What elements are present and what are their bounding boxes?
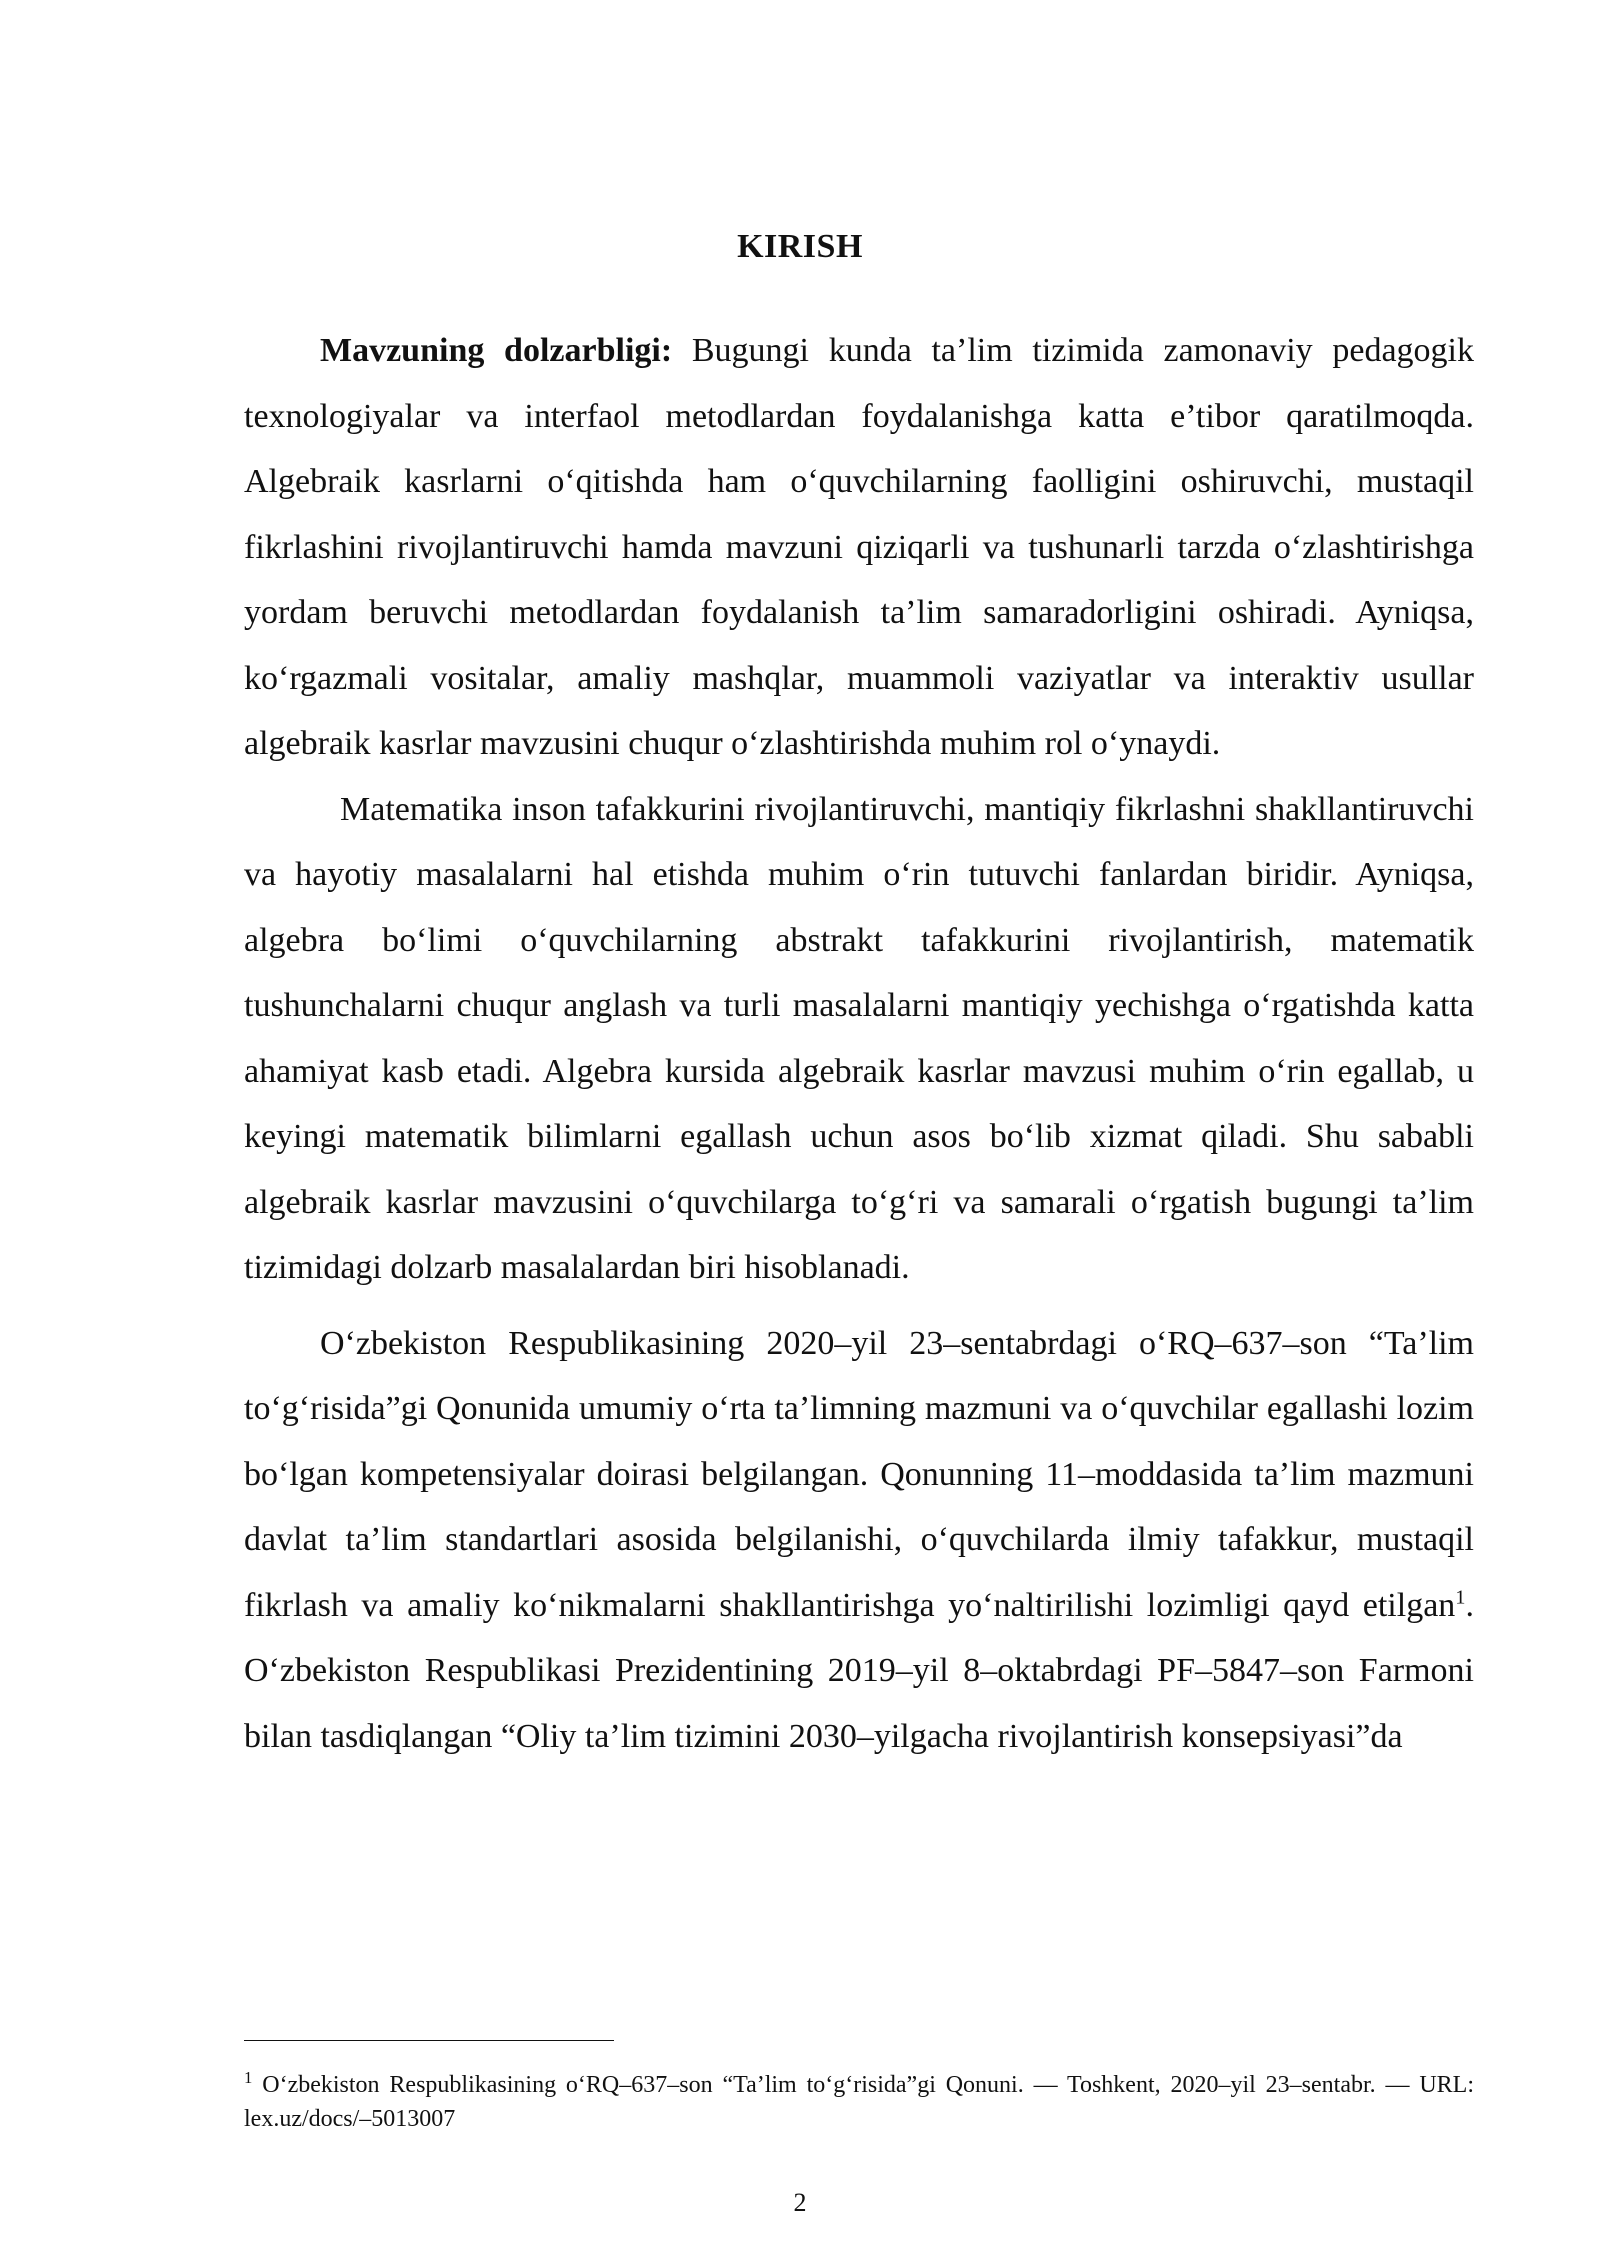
paragraph-text: . O‘zbekiston Respublikasi Prezidentining 2019–yil 8–oktabrdagi PF–5847–son Farmoni bilan tasdiqlangan “Oliy ta’lim tizimini 2030–yilgacha rivojlantirish konsepsiyasi”da — [244, 1586, 1474, 1755]
page-number: 2 — [793, 2188, 807, 2217]
footnote-separator — [244, 2040, 614, 2041]
paragraph-text: Bugungi kunda ta’lim tizimida zamonaviy pedagogik texnologiyalar va interfaol metodlardan foydalanishga katta e’tibor qaratilmoqda. Algebraik kasrlarni o‘qitishda ham o‘quvchilarning faolligini oshiruvchi, mustaqil fikrlashini rivojlantiruvchi hamda mavzuni qiziqarli va tushunarli tarzda o‘zlashtirishga yordam beruvchi metodlardan foydalanish ta’lim samaradorligini oshiradi. Ayniqsa, ko‘rgazmali vositalar, amaliy mashqlar, muammoli vaziyatlar va interaktiv usullar algebraik kasrlar mavzusini chuqur o‘zlashtirishda muhim rol o‘ynaydi. — [244, 332, 1474, 762]
paragraph-lead: Mavzuning dolzarbligi: — [320, 332, 673, 369]
footnote-number: 1 — [244, 2068, 253, 2087]
section-heading: KIRISH — [737, 228, 863, 265]
footnote-text: O‘zbekiston Respublikasining o‘RQ–637–son “Ta’lim to‘g‘risida”gi Qonuni. — Toshkent, 2020–yil 23–sentabr. — URL: lex.uz/docs/–5013007 — [244, 2072, 1475, 2132]
footnote — [244, 2068, 1474, 2136]
paragraph-relevance — [244, 318, 1474, 777]
paragraph-text: O‘zbekiston Respublikasining 2020–yil 23–sentabrdagi o‘RQ–637–son “Ta’lim to‘g‘risida”gi Qonunida umumiy o‘rta ta’limning mazmuni va o‘quvchilar egallashi lozim bo‘lgan kompetensiyalar doirasi belgilangan. Qonunning 11–moddasida ta’lim mazmuni davlat ta’lim standartlari asosida belgilanishi, o‘quvchilarda ilmiy tafakkur, mustaqil fikrlash va amaliy ko‘nikmalarni shakllantirishga yo‘naltirilishi lozimligi qayd etilgan — [244, 1324, 1474, 1624]
footnote-reference[interactable]: 1 — [1455, 1586, 1466, 1609]
body-text — [244, 318, 1474, 1769]
paragraph-law — [244, 1311, 1474, 1770]
paragraph-mathematics — [244, 777, 1474, 1301]
paragraph-text: Matematika inson tafakkurini rivojlantiruvchi, mantiqiy fikrlashni shakllantiruvchi va hayotiy masalalarni hal etishda muhim o‘rin tutuvchi fanlardan biridir. Ayniqsa, algebra bo‘limi o‘quvchilarning abstrakt tafakkurini rivojlantirish, matematik tushunchalarni chuqur anglash va turli masalalarni mantiqiy yechishga o‘rgatishda katta ahamiyat kasb etadi. Algebra kursida algebraik kasrlar mavzusi muhim o‘rin egallab, u keyingi matematik bilimlarni egallash uchun asos bo‘lib xizmat qiladi. Shu sababli algebraik kasrlar mavzusini o‘quvchilarga to‘g‘ri va samarali o‘rgatish bugungi ta’lim tizimidagi dolzarb masalalardan biri hisoblanadi. — [244, 790, 1474, 1286]
